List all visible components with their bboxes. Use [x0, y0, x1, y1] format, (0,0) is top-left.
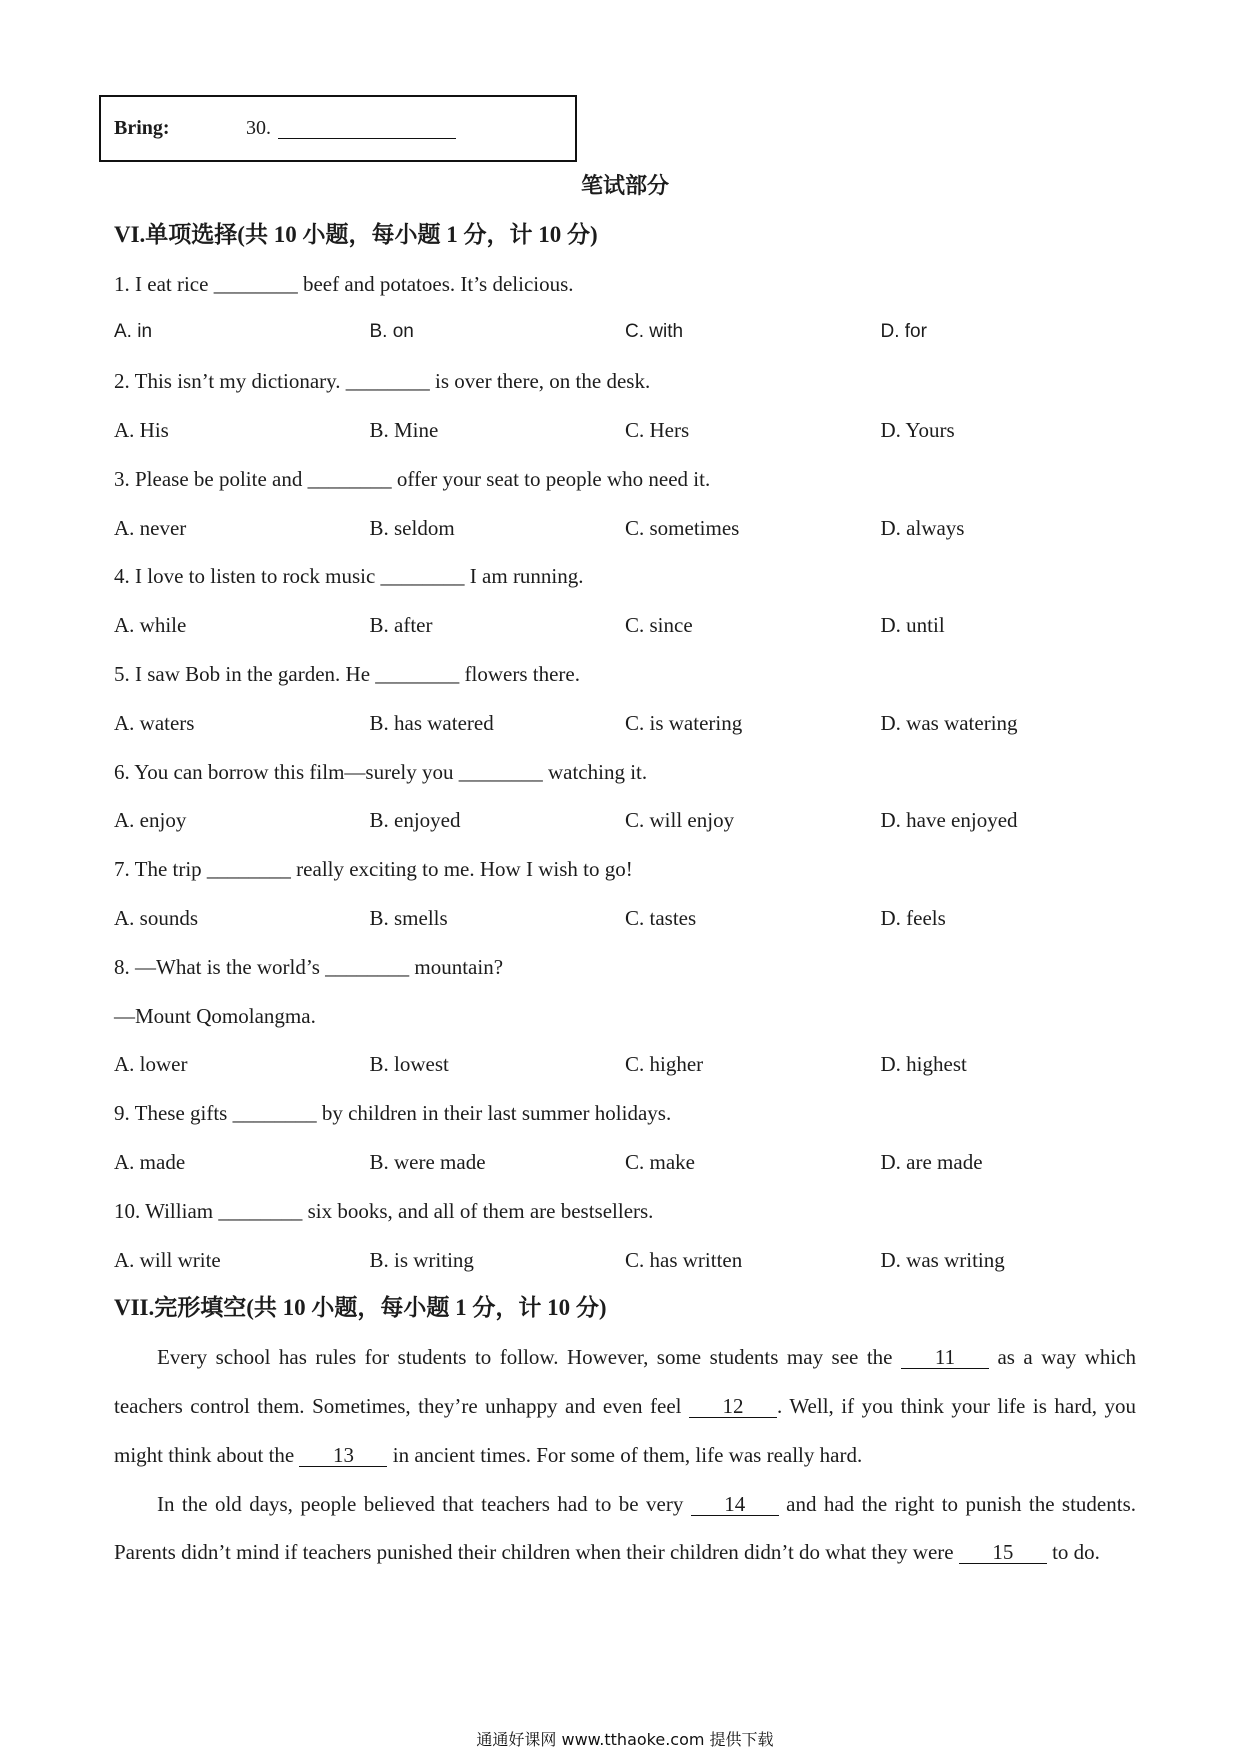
- answer-box-number: 30.: [246, 117, 271, 139]
- option-b: B. enjoyed: [369, 808, 461, 833]
- question-stem: 10. William ________ six books, and all of them are bestsellers.: [114, 1198, 654, 1223]
- answer-box: [99, 95, 577, 162]
- option-b: B. were made: [369, 1149, 486, 1174]
- option-d: D. feels: [880, 905, 946, 930]
- option-a: A. never: [114, 515, 187, 540]
- blank-14: 14: [691, 1493, 779, 1516]
- written-part-title: 笔试部分: [580, 173, 669, 198]
- option-d: D. was writing: [880, 1247, 1005, 1272]
- option-a: A. made: [114, 1149, 186, 1174]
- option-d: D. for: [880, 321, 927, 343]
- option-c: C. will enjoy: [625, 808, 735, 833]
- option-c: C. higher: [625, 1052, 704, 1077]
- blank-15: 15: [959, 1541, 1047, 1564]
- option-a: A. while: [114, 613, 187, 638]
- question-stem: 8. —What is the world’s ________ mountain?: [114, 954, 504, 979]
- answer-options: [114, 1040, 1136, 1089]
- option-c: C. is watering: [625, 710, 743, 735]
- answer-box-label: Bring:: [114, 117, 170, 139]
- question-9: [114, 1089, 1136, 1187]
- option-d: D. are made: [880, 1149, 983, 1174]
- option-a: A. sounds: [114, 905, 199, 930]
- blank-11: 11: [901, 1346, 989, 1369]
- option-a: A. will write: [114, 1247, 221, 1272]
- exam-content: [114, 162, 1136, 1577]
- answer-options: [114, 894, 1136, 943]
- option-d: D. have enjoyed: [880, 808, 1018, 833]
- section-vi-heading: VI.单项选择(共 10 小题，每小题 1 分，计 10 分): [114, 221, 598, 247]
- question-stem: 3. Please be polite and ________ offer your seat to people who need it.: [114, 466, 711, 491]
- passage-text: and had the right to punish the students. Parents didn’t mind if teachers punished their children when their children didn’t do what they were: [114, 1491, 1136, 1565]
- answer-options: [114, 504, 1136, 553]
- passage-text: to do.: [1052, 1540, 1100, 1565]
- dialogue-reply: —Mount Qomolangma.: [114, 1003, 316, 1028]
- question-stem: 4. I love to listen to rock music ________ I am running.: [114, 564, 584, 589]
- option-d: D. always: [880, 515, 965, 540]
- option-d: D. was watering: [880, 710, 1018, 735]
- option-a: A. His: [114, 417, 169, 442]
- passage-text: In the old days, people believed that teachers had to be very: [157, 1491, 684, 1516]
- option-b: B. lowest: [369, 1052, 449, 1077]
- question-3: [114, 455, 1136, 553]
- option-a: A. enjoy: [114, 808, 187, 833]
- option-a: A. in: [114, 321, 153, 343]
- option-b: B. after: [369, 613, 433, 638]
- question-8: [114, 943, 1136, 1089]
- question-10: [114, 1187, 1136, 1285]
- option-c: C. with: [625, 321, 684, 343]
- question-7: [114, 845, 1136, 943]
- answer-options: [114, 796, 1136, 845]
- passage-text: as a way which teachers control them. Sometimes, they’re unhappy and even feel: [114, 1345, 1137, 1418]
- option-c: C. sometimes: [625, 515, 740, 540]
- option-c: C. make: [625, 1149, 695, 1174]
- answer-blank-line: [278, 120, 456, 139]
- question-stem: 6. You can borrow this film—surely you ________ watching it.: [114, 759, 648, 784]
- option-d: D. until: [880, 613, 945, 638]
- answer-options: [114, 601, 1136, 650]
- option-b: B. on: [369, 321, 414, 343]
- option-b: B. Mine: [369, 417, 439, 442]
- question-1: [114, 260, 1136, 358]
- question-6: [114, 748, 1136, 846]
- section-vii-heading: VII.完形填空(共 10 小题，每小题 1 分，计 10 分): [114, 1295, 607, 1321]
- option-c: C. since: [625, 613, 693, 638]
- page-footer: 通通好课网 www.tthaoke.com 提供下载: [476, 1730, 774, 1749]
- answer-options: [114, 699, 1136, 748]
- question-5: [114, 650, 1136, 748]
- option-b: B. smells: [369, 905, 448, 930]
- question-stem: 1. I eat rice ________ beef and potatoes. It’s delicious.: [114, 271, 574, 296]
- option-b: B. has watered: [369, 710, 494, 735]
- question-stem: 5. I saw Bob in the garden. He ________ flowers there.: [114, 661, 580, 686]
- question-2: [114, 357, 1136, 455]
- passage-text: . Well, if you think your life is hard, you might think about the: [114, 1393, 1137, 1467]
- blank-12: 12: [689, 1395, 777, 1418]
- answer-options: [114, 308, 1136, 357]
- option-d: D. Yours: [880, 417, 955, 442]
- question-stem: 9. These gifts ________ by children in their last summer holidays.: [114, 1101, 672, 1126]
- option-c: C. tastes: [625, 905, 697, 930]
- option-a: A. lower: [114, 1052, 188, 1077]
- passage-text: Every school has rules for students to follow. However, some students may see the: [157, 1345, 893, 1370]
- option-a: A. waters: [114, 710, 195, 735]
- blank-13: 13: [299, 1444, 387, 1467]
- option-c: C. Hers: [625, 417, 690, 442]
- option-c: C. has written: [625, 1247, 743, 1272]
- passage-paragraph-2: [114, 1480, 1136, 1578]
- passage-text: in ancient times. For some of them, life was really hard.: [392, 1442, 863, 1467]
- option-d: D. highest: [880, 1052, 967, 1077]
- question-stem: 2. This isn’t my dictionary. ________ is over there, on the desk.: [114, 369, 651, 394]
- answer-options: [114, 1236, 1136, 1285]
- question-stem: 7. The trip ________ really exciting to me. How I wish to go!: [114, 857, 633, 882]
- question-4: [114, 552, 1136, 650]
- answer-options: [114, 406, 1136, 455]
- passage-paragraph-1: [114, 1333, 1136, 1479]
- option-b: B. seldom: [369, 515, 455, 540]
- answer-options: [114, 1138, 1136, 1187]
- option-b: B. is writing: [369, 1247, 474, 1272]
